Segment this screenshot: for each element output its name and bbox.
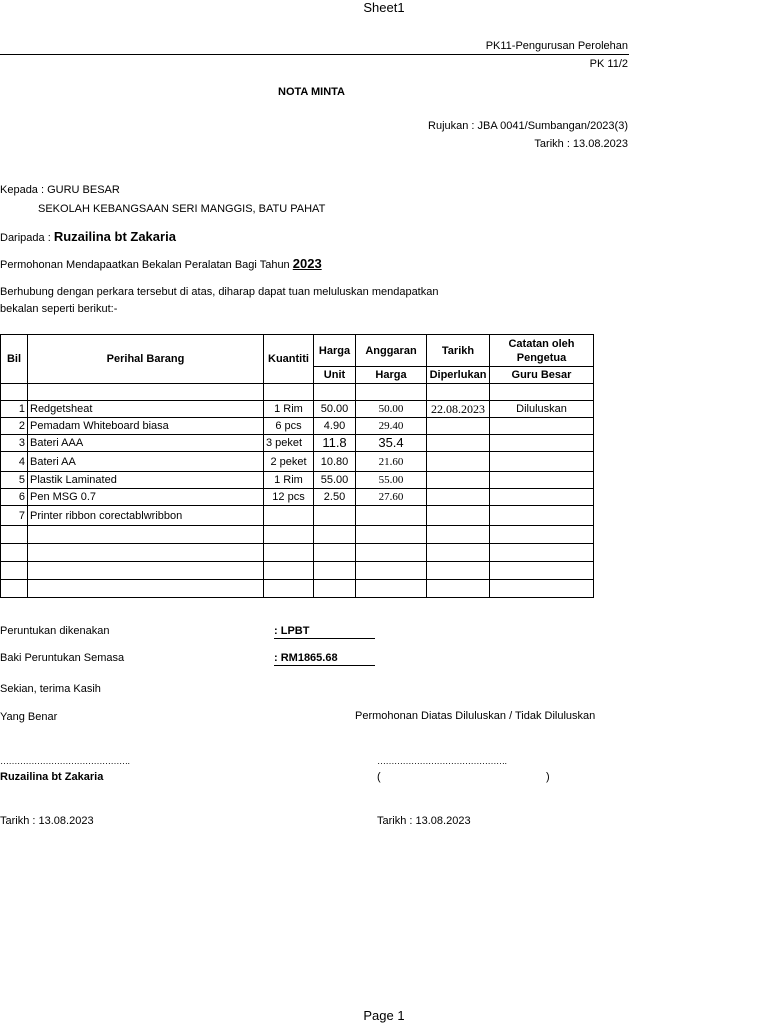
bracket-close: ) (546, 771, 550, 783)
empty-cell (264, 526, 314, 544)
cell-tarikh (427, 472, 490, 489)
table-row (1, 418, 594, 435)
items-table (0, 334, 594, 598)
rujukan: Rujukan : JBA 0041/Sumbangan/2023(3) (428, 120, 628, 132)
tarikh-right: Tarikh : 13.08.2023 (377, 815, 471, 827)
page-label: Page 1 (363, 1008, 405, 1023)
cell-bil: 4 (1, 452, 28, 472)
body-line1: Berhubung dengan perkara tersebut di atas, diharap dapat tuan meluluskan mendapatkan (0, 286, 439, 298)
cell-anggaran: 21.60 (356, 452, 427, 472)
cell-bil: 1 (1, 401, 28, 418)
permohonan-text: Permohonan Mendapaatkan Bekalan Peralatan Bagi Tahun (0, 259, 290, 271)
spacer-cell (1, 384, 28, 401)
empty-cell (490, 544, 594, 562)
empty-cell (264, 544, 314, 562)
cell-perihal: Printer ribbon corectablwribbon (28, 506, 264, 526)
empty-cell (356, 526, 427, 544)
table-row (1, 401, 594, 418)
permohonan (0, 256, 322, 271)
signature-dots-left: ………………………………………. (0, 756, 130, 766)
empty-cell (356, 562, 427, 580)
cell-harga: 11.8 (314, 435, 356, 452)
sheet-title: Sheet1 (363, 0, 405, 15)
cell-catatan (490, 506, 594, 526)
header-divider (0, 54, 629, 55)
empty-cell (490, 580, 594, 598)
cell-harga: 10.80 (314, 452, 356, 472)
empty-row (1, 544, 594, 562)
daripada (0, 229, 176, 244)
cell-catatan: Diluluskan (490, 401, 594, 418)
table-row (1, 472, 594, 489)
empty-cell (1, 562, 28, 580)
permohonan-year: 2023 (292, 256, 322, 271)
cell-tarikh (427, 418, 490, 435)
cell-harga (314, 506, 356, 526)
empty-row (1, 562, 594, 580)
empty-row (1, 580, 594, 598)
cell-kuantiti: 3 peket (264, 435, 314, 452)
cell-tarikh (427, 489, 490, 506)
empty-cell (28, 544, 264, 562)
empty-cell (1, 526, 28, 544)
cell-tarikh (427, 435, 490, 452)
cell-perihal: Redgetsheat (28, 401, 264, 418)
form-name: PK11-Pengurusan Perolehan (485, 40, 628, 52)
cell-perihal: Bateri AA (28, 452, 264, 472)
yang-benar: Yang Benar (0, 711, 58, 723)
header-harga-unit: Unit (314, 367, 356, 384)
empty-cell (356, 544, 427, 562)
cell-perihal: Plastik Laminated (28, 472, 264, 489)
cell-catatan (490, 418, 594, 435)
table-row (1, 489, 594, 506)
signer-name: Ruzailina bt Zakaria (0, 771, 104, 783)
empty-cell (264, 580, 314, 598)
daripada-name: Ruzailina bt Zakaria (53, 229, 176, 244)
header-catatan-1: Catatan oleh (508, 337, 575, 350)
empty-cell (28, 562, 264, 580)
body-line2: bekalan seperti berikut:- (0, 303, 118, 315)
signature-dots-right: ………………………………………. (377, 756, 507, 766)
cell-tarikh: 22.08.2023 (427, 401, 490, 418)
cell-tarikh (427, 506, 490, 526)
cell-bil: 6 (1, 489, 28, 506)
cell-bil: 2 (1, 418, 28, 435)
header-bil: Bil (1, 335, 28, 384)
daripada-label: Daripada : (0, 232, 51, 244)
cell-harga: 4.90 (314, 418, 356, 435)
spacer-cell (356, 384, 427, 401)
cell-catatan (490, 435, 594, 452)
cell-kuantiti: 1 Rim (264, 401, 314, 418)
empty-cell (1, 544, 28, 562)
cell-anggaran: 27.60 (356, 489, 427, 506)
cell-anggaran: 50.00 (356, 401, 427, 418)
empty-cell (264, 562, 314, 580)
header-anggaran: Anggaran (356, 335, 427, 367)
header-tarikh: Tarikh (427, 335, 490, 367)
tarikh-top: Tarikh : 13.08.2023 (534, 138, 628, 150)
header-catatan-3: Guru Besar (490, 367, 594, 384)
empty-cell (356, 580, 427, 598)
cell-catatan (490, 489, 594, 506)
spacer-cell (264, 384, 314, 401)
bracket-open: ( (377, 771, 381, 783)
cell-kuantiti: 6 pcs (264, 418, 314, 435)
header-catatan-2: Pengetua (516, 351, 567, 364)
cell-harga: 55.00 (314, 472, 356, 489)
cell-anggaran (356, 506, 427, 526)
empty-cell (314, 526, 356, 544)
cell-perihal: Pemadam Whiteboard biasa (28, 418, 264, 435)
cell-harga: 50.00 (314, 401, 356, 418)
empty-cell (314, 562, 356, 580)
empty-cell (314, 580, 356, 598)
cell-anggaran: 55.00 (356, 472, 427, 489)
doc-title: NOTA MINTA (278, 86, 346, 98)
table-row (1, 452, 594, 472)
approval-text: Permohonan Diatas Diluluskan / Tidak Diluluskan (355, 710, 596, 722)
empty-cell (1, 580, 28, 598)
spacer-cell (28, 384, 264, 401)
cell-perihal: Pen MSG 0.7 (28, 489, 264, 506)
cell-kuantiti: 1 Rim (264, 472, 314, 489)
spacer-cell (314, 384, 356, 401)
cell-perihal: Bateri AAA (28, 435, 264, 452)
sekian: Sekian, terima Kasih (0, 683, 101, 695)
empty-cell (427, 544, 490, 562)
header-catatan (490, 335, 594, 367)
table-row (1, 506, 594, 526)
baki-label: Baki Peruntukan Semasa (0, 652, 125, 664)
cell-harga: 2.50 (314, 489, 356, 506)
baki-value: : RM1865.68 (274, 652, 375, 666)
cell-kuantiti: 2 peket (264, 452, 314, 472)
header-anggaran-harga: Harga (356, 367, 427, 384)
cell-catatan (490, 472, 594, 489)
table-row (1, 435, 594, 452)
empty-cell (490, 526, 594, 544)
cell-bil: 5 (1, 472, 28, 489)
kepada-line1: Kepada : GURU BESAR (0, 184, 120, 196)
cell-kuantiti: 12 pcs (264, 489, 314, 506)
tarikh-left: Tarikh : 13.08.2023 (0, 815, 94, 827)
empty-cell (314, 544, 356, 562)
form-code: PK 11/2 (589, 58, 628, 70)
empty-cell (427, 562, 490, 580)
peruntukan-value: : LPBT (274, 625, 375, 639)
spacer-cell (427, 384, 490, 401)
kepada-line2: SEKOLAH KEBANGSAAN SERI MANGGIS, BATU PAHAT (38, 203, 326, 215)
empty-cell (28, 526, 264, 544)
empty-row (1, 526, 594, 544)
cell-kuantiti (264, 506, 314, 526)
empty-cell (427, 580, 490, 598)
cell-bil: 3 (1, 435, 28, 452)
cell-catatan (490, 452, 594, 472)
cell-bil: 7 (1, 506, 28, 526)
spacer-cell (490, 384, 594, 401)
empty-cell (28, 580, 264, 598)
header-harga: Harga (314, 335, 356, 367)
header-perihal: Perihal Barang (28, 335, 264, 384)
header-kuantiti: Kuantiti (264, 335, 314, 384)
peruntukan-label: Peruntukan dikenakan (0, 625, 110, 637)
empty-cell (490, 562, 594, 580)
header-tarikh-diperlukan: Diperlukan (427, 367, 490, 384)
empty-cell (427, 526, 490, 544)
cell-tarikh (427, 452, 490, 472)
cell-anggaran: 35.4 (356, 435, 427, 452)
cell-anggaran: 29.40 (356, 418, 427, 435)
